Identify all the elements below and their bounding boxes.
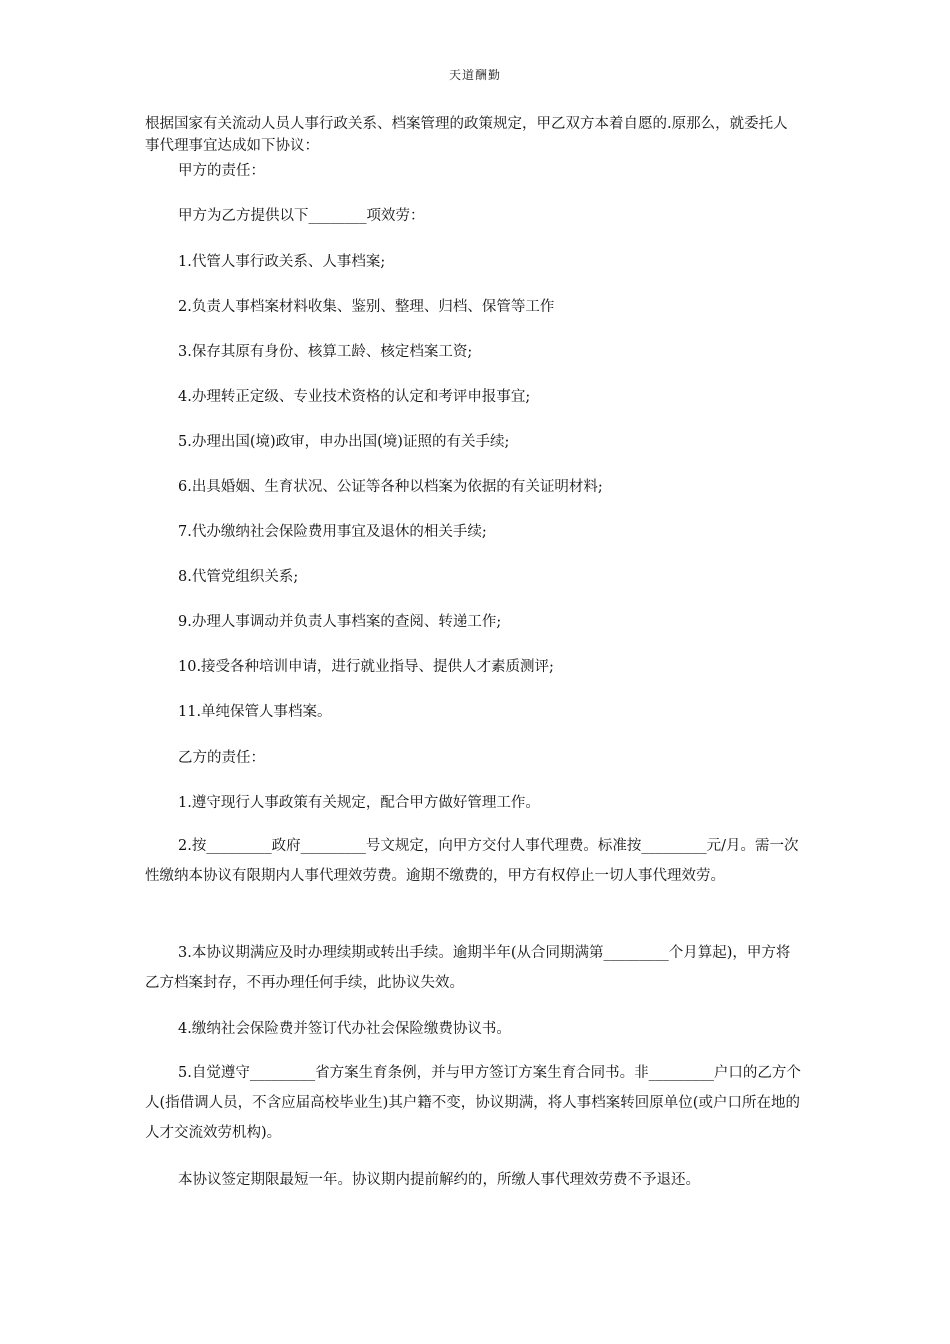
party-a-item-9: 9.办理人事调动并负责人事档案的查阅、转递工作; <box>178 614 502 630</box>
party-a-item-10: 10.接受各种培训申请，进行就业指导、提供人才素质测评; <box>178 659 554 675</box>
party-a-item-6: 6.出具婚姻、生育状况、公证等各种以档案为依据的有关证明材料; <box>178 479 603 495</box>
party-a-item-8: 8.代管党组织关系; <box>178 569 299 585</box>
party-a-item-11: 11.单纯保管人事档案。 <box>178 704 332 720</box>
party-b-heading: 乙方的责任： <box>178 750 265 766</box>
party-a-item-3: 3.保存其原有身份、核算工龄、核定档案工资; <box>178 344 473 360</box>
intro-paragraph: 根据国家有关流动人员人事行政关系、档案管理的政策规定，甲乙双方本着自愿的.原那么，就委托人事代理事宜达成如下协议： <box>145 116 788 154</box>
page-header: 天道酬勤 <box>448 68 501 82</box>
party-a-heading: 甲方的责任： <box>178 163 265 179</box>
party-a-item-7: 7.代办缴纳社会保险费用事宜及退休的相关手续; <box>178 524 487 540</box>
party-b-item-2: 2.按_________政府_________号文规定，向甲方交付人事代理费。标准按_________元/月。需一次性缴纳本协议有限期内人事代理效劳费。逾期不缴费的，甲方有权停止一切人事代理效劳。 <box>145 838 799 884</box>
party-a-item-5: 5.办理出国(境)政审，申办出国(境)证照的有关手续; <box>178 434 510 450</box>
party-a-item-2: 2.负责人事档案材料收集、鉴别、整理、归档、保管等工作 <box>178 299 555 315</box>
party-b-item-3: 3.本协议期满应及时办理续期或转出手续。逾期半年(从合同期满第_________个月算起)，甲方将乙方档案封存，不再办理任何手续，此协议失效。 <box>145 945 791 991</box>
party-a-item-1: 1.代管人事行政关系、人事档案; <box>178 254 386 270</box>
closing-paragraph: 本协议签定期限最短一年。协议期内提前解约的，所缴人事代理效劳费不予退还。 <box>178 1172 700 1188</box>
party-a-item-4: 4.办理转正定级、专业技术资格的认定和考评申报事宜; <box>178 389 531 405</box>
party-b-item-5: 5.自觉遵守_________省方案生育条例，并与甲方签订方案生育合同书。非_________户口的乙方个人(指借调人员，不含应届高校毕业生)其户籍不变，协议期满，将人事档案转回原单位(或户口所在地的人才交流效劳机构)。 <box>145 1065 801 1141</box>
party-b-item-1: 1.遵守现行人事政策有关规定，配合甲方做好管理工作。 <box>178 795 540 811</box>
party-a-services: 甲方为乙方提供以下________项效劳： <box>178 208 425 224</box>
party-b-item-4: 4.缴纳社会保险费并签订代办社会保险缴费协议书。 <box>178 1021 511 1037</box>
